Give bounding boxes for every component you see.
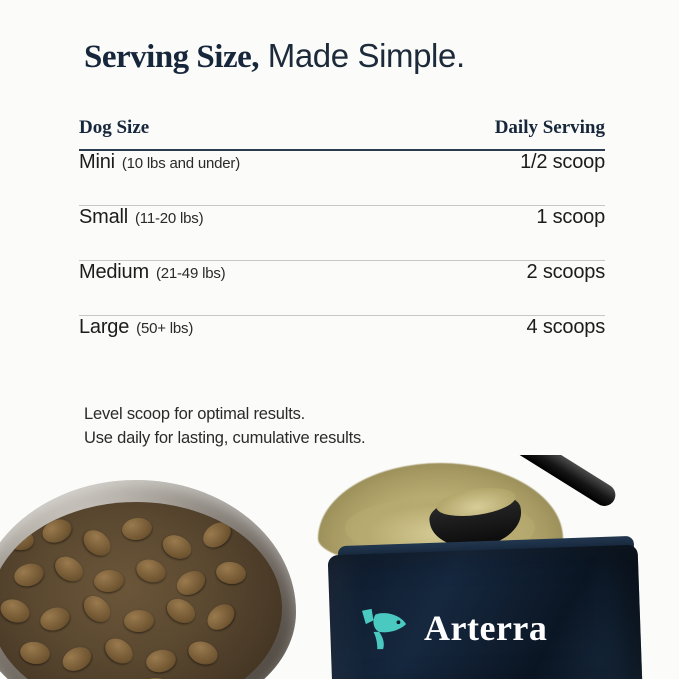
dog-size-cell bbox=[79, 316, 193, 339]
page-title-bold: Serving Size, bbox=[84, 39, 259, 75]
kibble-pile bbox=[0, 502, 282, 679]
table-row bbox=[79, 151, 605, 206]
dog-size-name: Small bbox=[79, 206, 129, 228]
table-header-row bbox=[79, 117, 605, 151]
column-header-dog-size: Dog Size bbox=[79, 117, 150, 138]
page-title bbox=[84, 36, 644, 77]
dog-size-cell bbox=[79, 261, 225, 284]
serving-size-table bbox=[79, 117, 605, 370]
daily-serving-cell: 2 scoops bbox=[526, 261, 605, 283]
daily-serving-cell: 4 scoops bbox=[526, 316, 605, 338]
dog-size-range: (11-20 lbs) bbox=[135, 210, 204, 227]
dog-size-name: Medium bbox=[79, 261, 149, 283]
usage-note-line-2: Use daily for lasting, cumulative results. bbox=[84, 429, 366, 447]
usage-notes bbox=[84, 402, 365, 450]
brand-name: Arterra bbox=[424, 608, 548, 648]
dog-size-range: (50+ lbs) bbox=[136, 320, 194, 337]
dog-size-range: (10 lbs and under) bbox=[121, 155, 241, 172]
dog-size-cell bbox=[79, 206, 203, 229]
dog-size-range: (21-49 lbs) bbox=[155, 265, 226, 282]
dog-size-name: Mini bbox=[79, 151, 115, 173]
dog-head-icon bbox=[356, 605, 414, 651]
daily-serving-cell: 1/2 scoop bbox=[520, 151, 605, 173]
table-row bbox=[79, 261, 605, 316]
dog-size-cell bbox=[79, 151, 240, 174]
dog-food-bowl bbox=[0, 480, 296, 679]
daily-serving-cell: 1 scoop bbox=[536, 206, 605, 228]
column-header-daily-serving: Daily Serving bbox=[494, 117, 605, 138]
brand-logo bbox=[356, 605, 547, 651]
usage-note-line-1: Level scoop for optimal results. bbox=[84, 405, 306, 423]
table-row bbox=[79, 206, 605, 261]
dog-size-name: Large bbox=[79, 316, 130, 338]
page-title-light: Made Simple. bbox=[258, 37, 465, 74]
product-photo bbox=[0, 455, 679, 679]
table-row bbox=[79, 316, 605, 370]
